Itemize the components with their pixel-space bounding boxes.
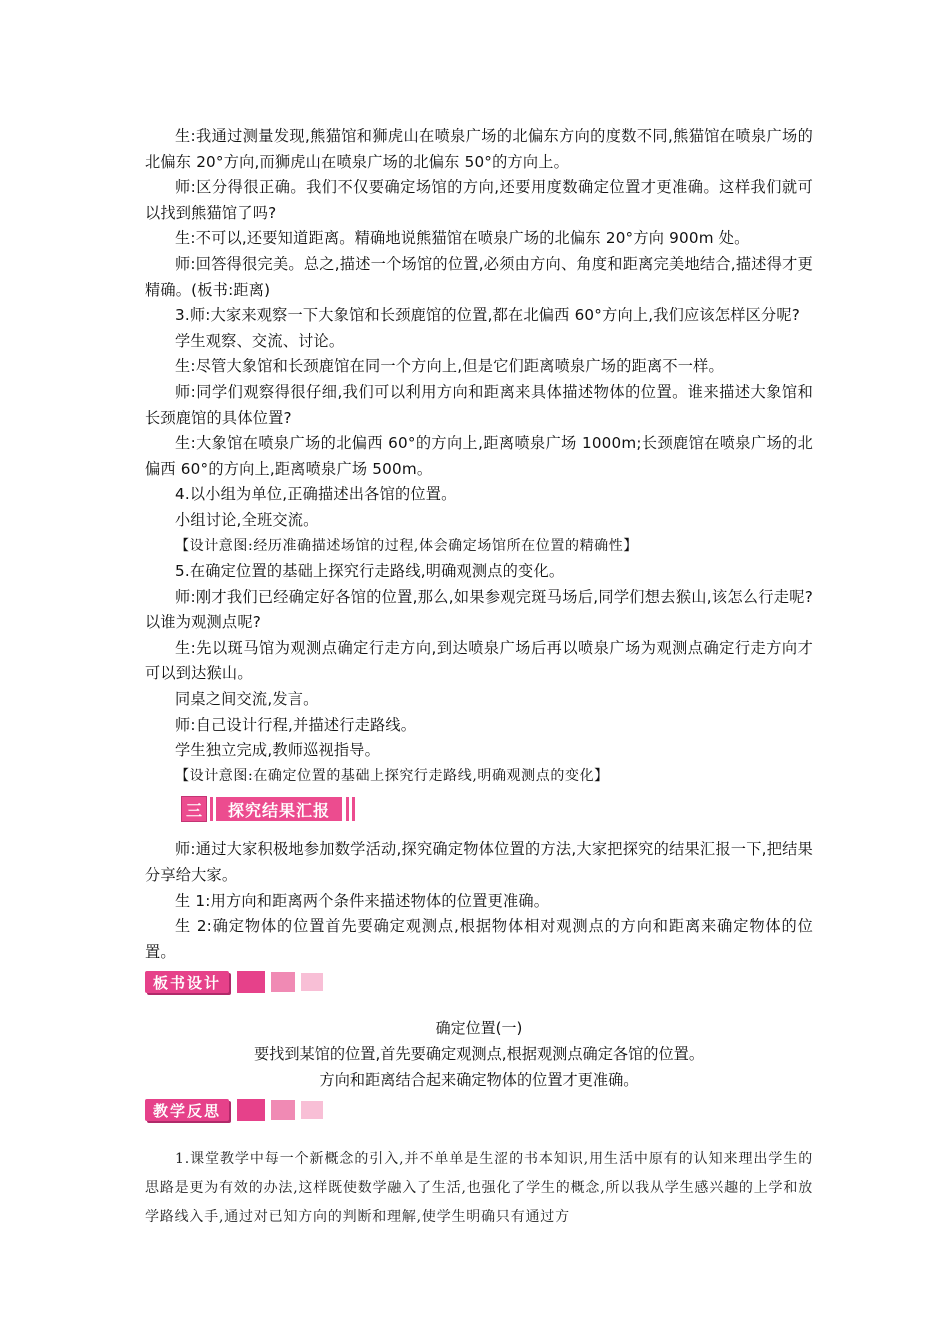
section-title: 探究结果汇报	[216, 797, 342, 821]
banner-stripe	[352, 797, 355, 821]
paragraph: 生:我通过测量发现,熊猫馆和狮虎山在喷泉广场的北偏东方向的度数不同,熊猫馆在喷泉广场的北偏东 20°方向,而狮虎山在喷泉广场的北偏东 50°的方向上。	[145, 127, 813, 171]
paragraph: 师:同学们观察得很仔细,我们可以利用方向和距离来具体描述物体的位置。谁来描述大象馆和长颈鹿馆的具体位置?	[145, 382, 813, 427]
paragraph: 3.师:大家来观察一下大象馆和长颈鹿馆的位置,都在北偏西 60°方向上,我们应该怎样区分呢?	[175, 306, 801, 325]
decor-square	[237, 1099, 265, 1121]
paragraph: 5.在确定位置的基础上探究行走路线,明确观测点的变化。	[175, 562, 565, 581]
dialogue-block-b	[145, 559, 813, 764]
decor-square	[301, 1101, 323, 1119]
paragraph: 师:通过大家积极地参加数学活动,探究确定物体位置的方法,大家把探究的结果汇报一下,把结果分享给大家。	[145, 840, 813, 885]
section-number: 三	[181, 796, 207, 822]
document-page	[145, 124, 813, 1232]
board-design	[145, 1015, 813, 1093]
paragraph: 小组讨论,全班交流。	[175, 510, 319, 529]
paragraph: 4.以小组为单位,正确描述出各馆的位置。	[175, 485, 457, 504]
dialogue-block-a	[145, 124, 813, 534]
decor-square	[301, 973, 323, 991]
banner-stripe	[346, 797, 349, 821]
design-intent-note: 【设计意图:经历准确描述场馆的过程,体会确定场馆所在位置的精确性】	[175, 537, 638, 554]
paragraph: 生 2:确定物体的位置首先要确定观测点,根据物体相对观测点的方向和距离来确定物体的位置。	[145, 917, 813, 961]
board-line: 要找到某馆的位置,首先要确定观测点,根据观测点确定各馆的位置。	[253, 1045, 705, 1064]
dialogue-block-c	[145, 837, 813, 965]
paragraph: 学生独立完成,教师巡视指导。	[175, 741, 381, 760]
paragraph: 师:自己设计行程,并描述行走路线。	[175, 715, 417, 734]
paragraph: 生:先以斑马馆为观测点确定行走方向,到达喷泉广场后再以喷泉广场为观测点确定行走方向才可以到达猴山。	[145, 638, 813, 683]
decor-square	[271, 972, 295, 992]
design-intent-note: 【设计意图:在确定位置的基础上探究行走路线,明确观测点的变化】	[175, 767, 609, 784]
paragraph: 师:区分得很正确。我们不仅要确定场馆的方向,还要用度数确定位置才更准确。这样我们就可以找到熊猫馆了吗?	[145, 178, 813, 222]
board-design-tag: 板书设计	[145, 971, 229, 993]
banner-divider	[210, 797, 213, 821]
paragraph: 生:不可以,还要知道距离。精确地说熊猫馆在喷泉广场的北偏东 20°方向 900m 处。	[175, 229, 750, 248]
reflection-heading	[145, 1097, 813, 1123]
paragraph: 生:尽管大象馆和长颈鹿馆在同一个方向上,但是它们距离喷泉广场的距离不一样。	[175, 357, 724, 376]
reflection-tag: 教学反思	[145, 1099, 229, 1121]
decor-square	[237, 971, 265, 993]
board-design-heading	[145, 969, 813, 995]
reflection-paragraph: 1.课堂教学中每一个新概念的引入,并不单单是生涩的书本知识,用生活中原有的认知来理出学生的思路是更为有效的办法,这样既使数学融入了生活,也强化了学生的概念,所以我从学生感兴趣的上学和放学路线入手,通过对已知方向的判断和理解,使学生明确只有通过方	[145, 1151, 813, 1226]
paragraph: 师:回答得很完美。总之,描述一个场馆的位置,必须由方向、角度和距离完美地结合,描述得才更精确。(板书:距离)	[145, 254, 813, 299]
board-line: 方向和距离结合起来确定物体的位置才更准确。	[319, 1071, 639, 1090]
board-title: 确定位置(一)	[435, 1019, 523, 1038]
paragraph: 生:大象馆在喷泉广场的北偏西 60°的方向上,距离喷泉广场 1000m;长颈鹿馆在喷泉广场的北偏西 60°的方向上,距离喷泉广场 500m。	[145, 434, 813, 478]
section-heading-3	[181, 795, 813, 823]
paragraph: 师:刚才我们已经确定好各馆的位置,那么,如果参观完斑马场后,同学们想去猴山,该怎么行走呢?以谁为观测点呢?	[145, 587, 813, 632]
paragraph: 同桌之间交流,发言。	[175, 690, 319, 709]
paragraph: 生 1:用方向和距离两个条件来描述物体的位置更准确。	[175, 891, 550, 910]
paragraph: 学生观察、交流、讨论。	[175, 331, 345, 350]
decor-square	[271, 1100, 295, 1120]
